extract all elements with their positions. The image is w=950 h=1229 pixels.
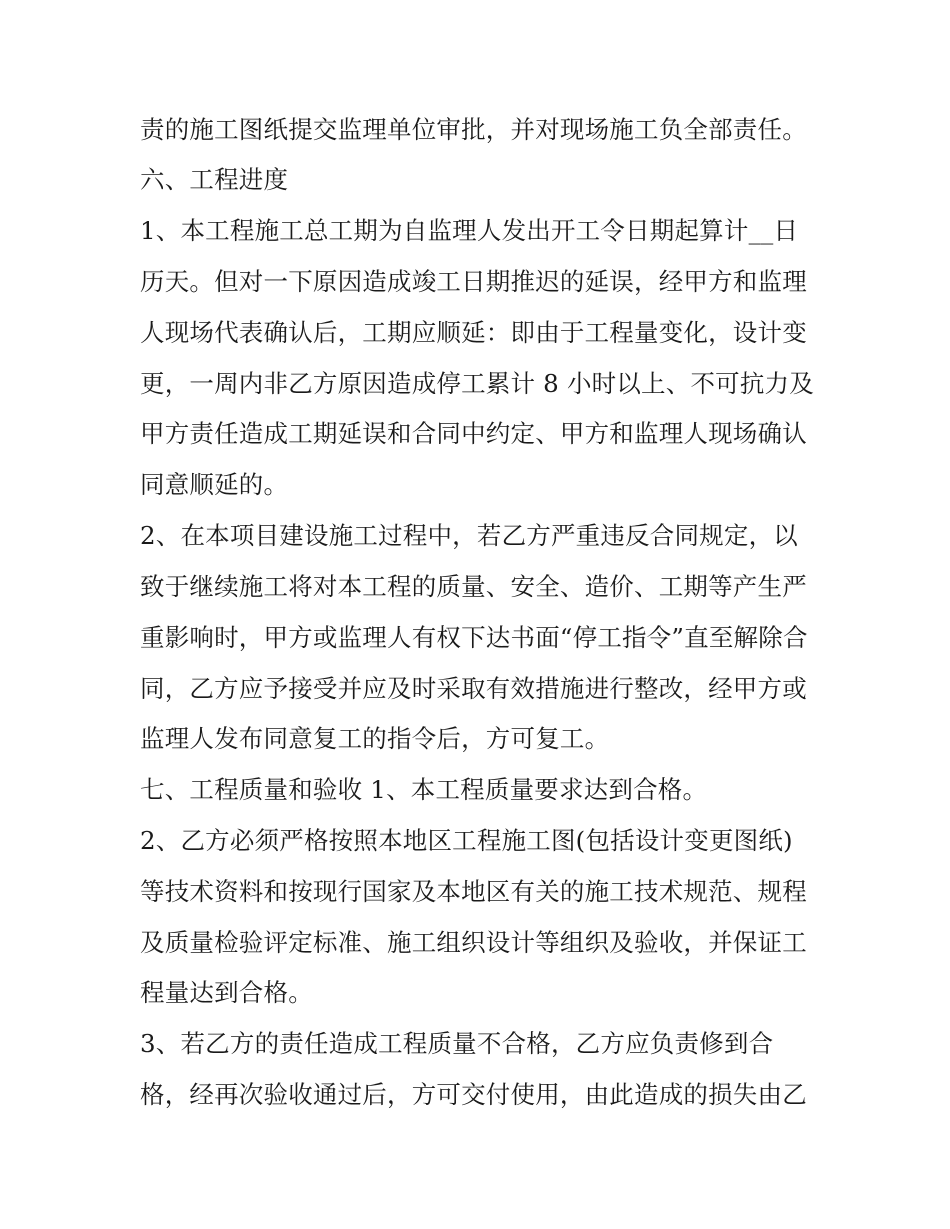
text-line: 格，经再次验收通过后，方可交付使用，由此造成的损失由乙 [140, 1080, 807, 1109]
text-line: 2、乙方必须严格按照本地区工程施工图(包括设计变更图纸) [140, 826, 793, 855]
text-line: 人现场代表确认后，工期应顺延：即由于工程量变化，设计变 [140, 318, 807, 347]
text-line: 重影响时，甲方或监理人有权下达书面“停工指令”直至解除合 [140, 623, 808, 652]
text-line: 程量达到合格。 [140, 978, 313, 1007]
section-heading: 六、工程进度 [140, 165, 289, 194]
section-heading: 七、工程质量和验收 1、本工程质量要求达到合格。 [140, 775, 708, 804]
text-line: 等技术资料和按现行国家及本地区有关的施工技术规范、规程 [140, 877, 807, 906]
text-line: 3、若乙方的责任造成工程质量不合格，乙方应负责修到合 [140, 1029, 774, 1058]
text-line: 1、本工程施工总工期为自监理人发出开工令日期起算计__日 [140, 216, 799, 245]
text-line: 监理人发布同意复工的指令后，方可复工。 [140, 724, 610, 753]
text-line: 及质量检验评定标准、施工组织设计等组织及验收，并保证工 [140, 928, 807, 957]
text-line: 2、在本项目建设施工过程中，若乙方严重违反合同规定，以 [140, 521, 798, 550]
text-line: 历天。但对一下原因造成竣工日期推迟的延误，经甲方和监理 [140, 267, 807, 296]
text-line: 同意顺延的。 [140, 470, 289, 499]
text-line: 责的施工图纸提交监理单位审批，并对现场施工负全部责任。 [140, 115, 807, 144]
text-line: 致于继续施工将对本工程的质量、安全、造价、工期等产生严 [140, 572, 807, 601]
text-line: 甲方责任造成工期延误和合同中约定、甲方和监理人现场确认 [140, 419, 807, 448]
text-line: 更，一周内非乙方原因造成停工累计 8 小时以上、不可抗力及 [140, 369, 814, 398]
text-line: 同，乙方应予接受并应及时采取有效措施进行整改，经甲方或 [140, 674, 807, 703]
